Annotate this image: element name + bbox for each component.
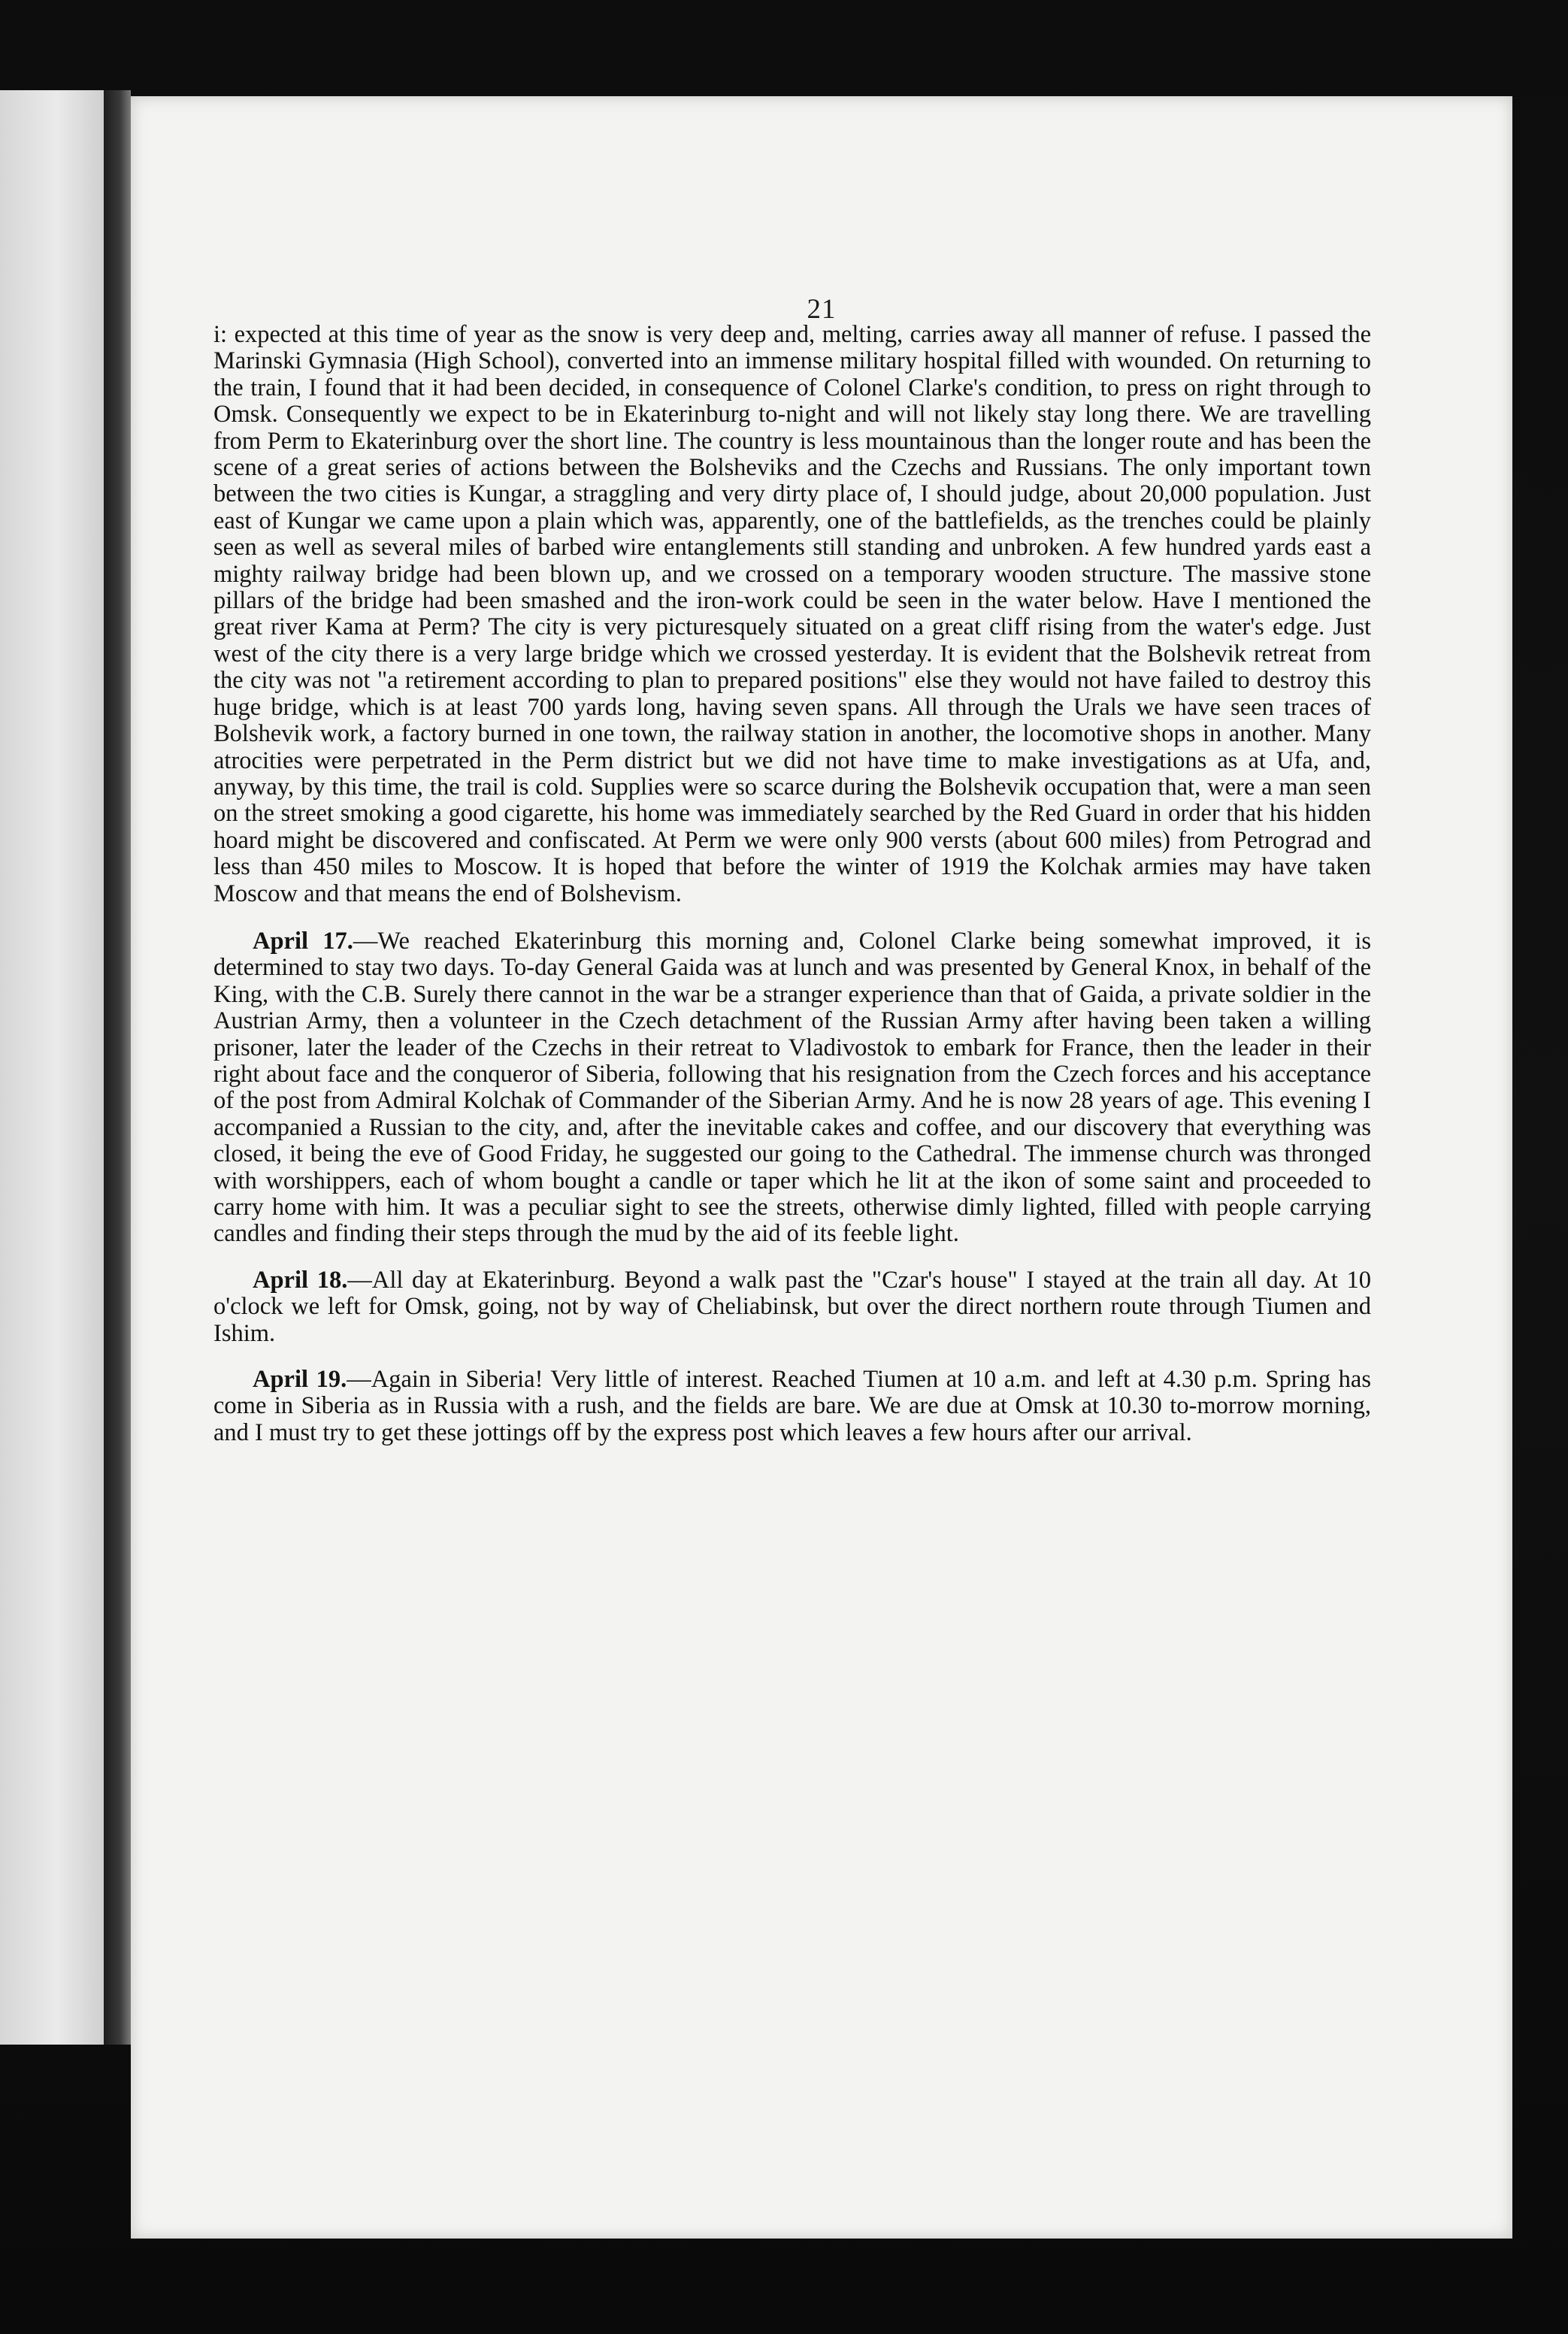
entry-date-label: April 18. — [253, 1266, 348, 1294]
previous-page-edge — [0, 90, 104, 2045]
book-gutter-shadow — [104, 90, 131, 2045]
diary-entry-april-17 — [213, 928, 1371, 1248]
entry-text: —We reached Ekaterinburg this morning and, Colonel Clarke being somewhat improved, it is determined to stay two days. To-day General Gaida was at lunch and was presented by General Knox, in behalf of the King, with the C.B. Surely there cannot in the war be a stranger experience than that of Gaida, a private soldier in the Austrian Army, then a volunteer in the Czech detachment of the Russian Army after having been taken a willing prisoner, later the leader of the Czechs in their retreat to Vladivostok to embark for France, then the leader in their right about face and the conqueror of Siberia, following that his resignation from the Czech forces and his acceptance of the post from Admiral Kolchak of Commander of the Siberian Army. And he is now 28 years of age. This evening I accompanied a Russian to the city, and, after the inevitable cakes and coffee, and our discovery that everything was closed, it being the eve of Good Friday, he suggested our going to the Cathedral. The immense church was thronged with worshippers, each of whom bought a candle or taper which he lit at the ikon of some saint and proceeded to carry home with him. It was a peculiar sight to see the streets, otherwise dimly lighted, filled with people carrying candles and finding their steps through the mud by the aid of its feeble light. — [213, 927, 1372, 1248]
entry-text: —Again in Siberia! Very little of interest. Reached Tiumen at 10 a.m. and left at 4.30 p.m. Spring has come in Siberia as in Russia with a rush, and the fields are bare. We are due at Omsk at 10.30 to-morrow morning, and I must try to get these jottings off by the express post which leaves a few hours after our arrival. — [213, 1366, 1372, 1446]
entry-date-label: April 17. — [253, 927, 353, 955]
entry-date-label: April 19. — [253, 1366, 347, 1394]
page-number: 21 — [807, 294, 837, 325]
book-page — [131, 96, 1512, 2239]
diary-entry-april-19 — [213, 1367, 1371, 1446]
entry-text: —All day at Ekaterinburg. Beyond a walk past the "Czar's house" I stayed at the train all day. At 10 o'clock we left for Omsk, going, not by way of Cheliabinsk, but over the direct northern route through Tiumen and Ishim. — [213, 1266, 1371, 1347]
continued-paragraph: i: expected at this time of year as the snow is very deep and, melting, carries away all manner of refuse. I passed the Marinski Gymnasia (High School), converted into an immense military hospital filled with wounded. On returning to the train, I found that it had been decided, in consequence of Colonel Clarke's condition, to press on right through to Omsk. Consequently we expect to be in Ekaterinburg to-night and will not likely stay long there. We are travelling from Perm to Ekaterinburg over the short line. The country is less mountainous than the longer route and has been the scene of a great series of actions between the Bolsheviks and the Czechs and Russians. The only important town between the two cities is Kungar, a straggling and very dirty place of, I should judge, about 20,000 population. Just east of Kungar we came upon a plain which was, apparently, one of the battlefields, as the trenches could be plainly seen as well as several miles of barbed wire entanglements still standing and unbroken. A few hundred yards east a mighty railway bridge had been blown up, and we crossed on a temporary wooden structure. The massive stone pillars of the bridge had been smashed and the iron-work could be seen in the water below. Have I mentioned the great river Kama at Perm? The city is very picturesquely situated on a great cliff rising from the water's edge. Just west of the city there is a very large bridge which we crossed yesterday. It is evident that the Bolshevik retreat from the city was not "a retirement according to plan to prepared positions" else they would not have failed to destroy this huge bridge, which is at least 700 yards long, having seven spans. All through the Urals we have seen traces of Bolshevik work, a factory burned in one town, the railway station in another, the locomotive shops in another. Many atrocities were perpetrated in the Perm district but we did not have time to make investigations as at Ufa, and, anyway, by this time, the trail is cold. Supplies were so scarce during the Bolshevik occupation that, were a man seen on the street smoking a good cigarette, his home was immediately searched by the Red Guard in order that his hidden hoard might be discovered and confiscated. At Perm we were only 900 versts (about 600 miles) from Petrograd and less than 450 miles to Moscow. It is hoped that before the winter of 1919 the Kolchak armies may have taken Moscow and that means the end of Bolshevism. — [213, 321, 1371, 907]
page-body-text — [213, 322, 1371, 1446]
diary-entry-april-18 — [213, 1267, 1371, 1347]
